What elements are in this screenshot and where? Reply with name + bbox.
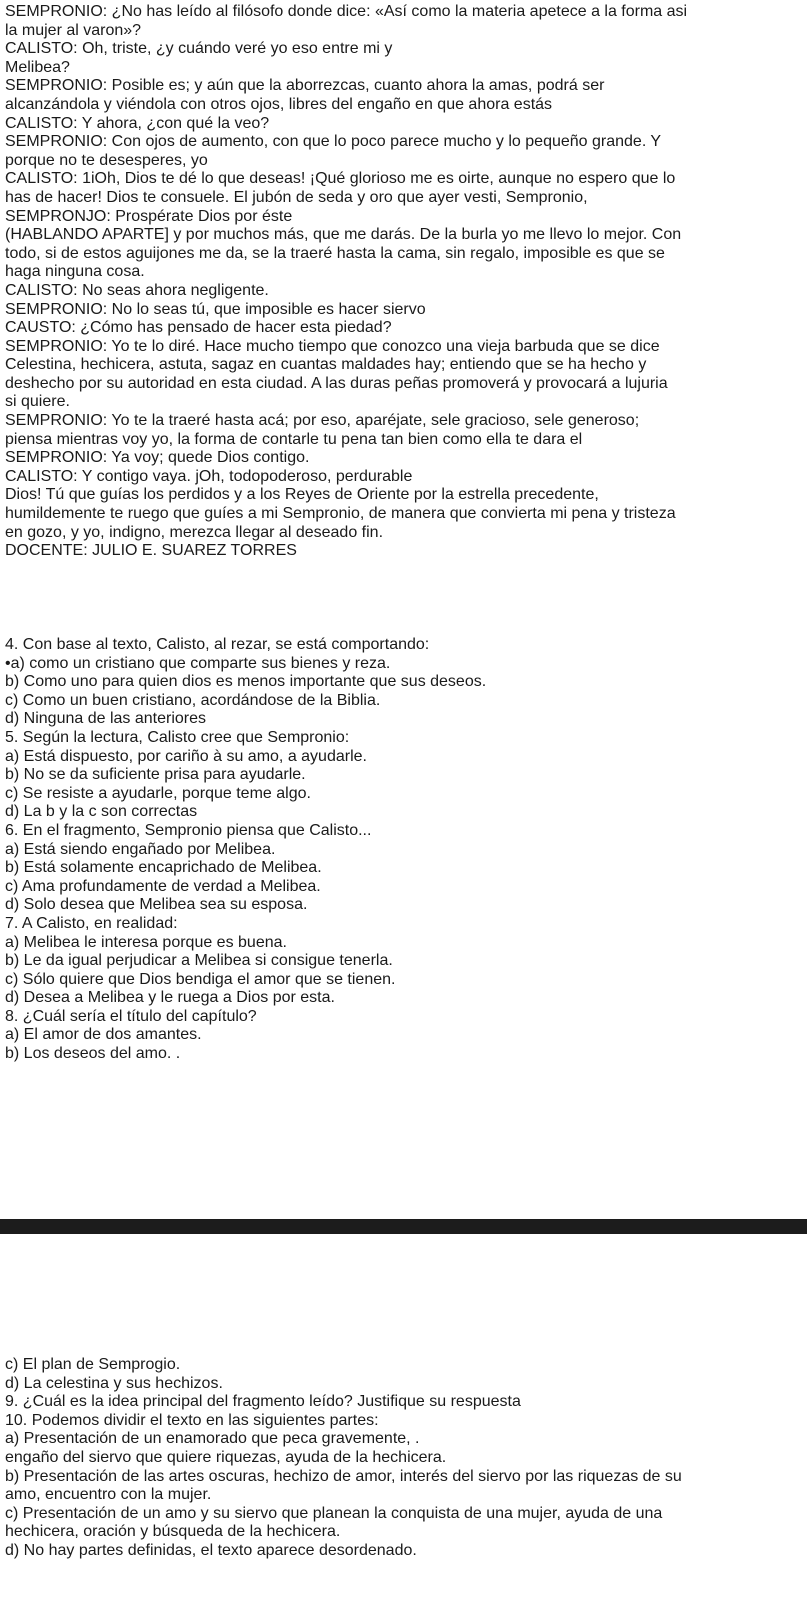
question-line: 5. Según la lectura, Calisto cree que Sempronio: — [5, 728, 350, 746]
passage-line: piensa mientras voy yo, la forma de contarle tu pena tan bien como ella te dara el — [5, 430, 583, 448]
passage-line: SEMPRONIO: Ya voy; quede Dios contigo. — [5, 449, 310, 467]
passage-line: SEMPRONIO: No lo seas tú, que imposible es hacer siervo — [5, 300, 426, 318]
passage-line: todo, si de estos aguijones me da, se la traeré hasta la cama, sin regalo, imposible es que se — [5, 244, 665, 262]
question-line: 9. ¿Cuál es la idea principal del fragmento leído? Justifique su respuesta — [5, 1393, 521, 1411]
passage-line: SEMPRONIO: Yo te lo diré. Hace mucho tiempo que conozco una vieja barbuda que se dice — [5, 337, 660, 355]
question-line: a) Presentación de un enamorado que peca gravemente, . — [5, 1430, 420, 1448]
question-line: 8. ¿Cuál sería el título del capítulo? — [5, 1007, 257, 1025]
question-line: d) Desea a Melibea y le ruega a Dios por esta. — [5, 989, 335, 1007]
passage-line: la mujer al varon»? — [5, 21, 142, 39]
passage-line: Celestina, hechicera, astuta, sagaz en cuantas maldades hay; entiendo que se ha hecho y — [5, 356, 647, 374]
question-line: c) Ama profundamente de verdad a Melibea. — [5, 877, 321, 895]
question-line: c) Se resiste a ayudarle, porque teme algo. — [5, 784, 311, 802]
question-line: c) Sólo quiere que Dios bendiga el amor que se tienen. — [5, 970, 396, 988]
question-line: 6. En el fragmento, Sempronio piensa que Calisto... — [5, 821, 372, 839]
passage-line: deshecho por su autoridad en esta ciudad. A las duras peñas promoverá y provocará a lujuria — [5, 374, 668, 392]
question-line: d) La b y la c son correctas — [5, 803, 198, 821]
passage-line: has de hacer! Dios te consuele. El jubón de seda y oro que ayer vesti, Sempronio, — [5, 188, 588, 206]
question-line: hechicera, oración y búsqueda de la hechicera. — [5, 1523, 341, 1541]
passage-line: en gozo, y yo, indigno, merezca llegar al deseado fin. — [5, 523, 384, 541]
question-line: d) La celestina y sus hechizos. — [5, 1374, 223, 1392]
question-line: a) Melibea le interesa porque es buena. — [5, 933, 287, 951]
dialogue-passage — [5, 3, 802, 561]
question-line: a) El amor de dos amantes. — [5, 1026, 202, 1044]
passage-line: CAUSTO: ¿Cómo has pensado de hacer esta piedad? — [5, 319, 392, 337]
questions-list — [5, 636, 802, 1064]
question-line: a) Está siendo engañado por Melibea. — [5, 840, 276, 858]
question-line: 7. A Calisto, en realidad: — [5, 914, 178, 932]
passage-line: humildemente te ruego que guíes a mi Sempronio, de manera que convierta mi pena y tristeza — [5, 505, 676, 523]
question-line: 10. Podemos dividir el texto en las siguientes partes: — [5, 1411, 379, 1429]
question-line: a) Está dispuesto, por cariño à su amo, a ayudarle. — [5, 747, 367, 765]
question-line: b) No se da suficiente prisa para ayudarle. — [5, 766, 306, 784]
question-line: b) Le da igual perjudicar a Melibea si consigue tenerla. — [5, 952, 393, 970]
passage-line: SEMPRONIO: ¿No has leído al filósofo donde dice: «Así como la materia apetece a la forma asi — [5, 3, 688, 20]
question-line: b) Está solamente encaprichado de Melibea. — [5, 859, 322, 877]
passage-line: CALISTO: No seas ahora negligente. — [5, 281, 269, 299]
passage-line: SEMPRONIO: Con ojos de aumento, con que lo poco parece mucho y lo pequeño grande. Y — [5, 133, 662, 151]
question-line: amo, encuentro con la mujer. — [5, 1486, 212, 1504]
passage-line: CALISTO: Y contigo vaya. jOh, todopoderoso, perdurable — [5, 467, 413, 485]
question-line: 4. Con base al texto, Calisto, al rezar, se está comportando: — [5, 636, 430, 653]
passage-line: alcanzándola y viéndola con otros ojos, libres del engaño en que ahora estás — [5, 95, 553, 113]
passage-line: si quiere. — [5, 393, 70, 411]
question-line: c) Como un buen cristiano, acordándose de la Biblia. — [5, 691, 381, 709]
passage-line: CALISTO: 1iOh, Dios te dé lo que deseas! ¡Qué glorioso me es oirte, aunque no espero que lo — [5, 170, 676, 188]
passage-line: SEMPRONIO: Yo te la traeré hasta acá; por eso, aparéjate, sele gracioso, sele generoso; — [5, 412, 640, 430]
question-line: c) Presentación de un amo y su siervo que planean la conquista de una mujer, ayuda de una — [5, 1504, 663, 1522]
question-line: b) Los deseos del amo. . — [5, 1045, 181, 1063]
passage-line: porque no te desesperes, yo — [5, 151, 208, 169]
passage-line: (HABLANDO APARTE] y por muchos más, que me darás. De la burla yo me llevo lo mejor. Con — [5, 226, 682, 244]
question-line: engaño del siervo que quiere riquezas, ayuda de la hechicera. — [5, 1448, 447, 1466]
passage-line: SEMPRONIO: Posible es; y aún que la aborrezcas, cuanto ahora la amas, podrá ser — [5, 77, 605, 95]
passage-line: CALISTO: Y ahora, ¿con qué la veo? — [5, 114, 270, 132]
question-line: b) Como uno para quien dios es menos importante que sus deseos. — [5, 673, 487, 691]
question-line: d) No hay partes definidas, el texto aparece desordenado. — [5, 1541, 417, 1559]
question-line: b) Presentación de las artes oscuras, hechizo de amor, interés del siervo por las riquezas de su — [5, 1467, 682, 1485]
passage-line: CALISTO: Oh, triste, ¿y cuándo veré yo eso entre mi y — [5, 40, 393, 58]
passage-line: DOCENTE: JULIO E. SUAREZ TORRES — [5, 542, 297, 560]
question-line: c) El plan de Semprogio. — [5, 1356, 181, 1373]
question-line: •a) como un cristiano que comparte sus bienes y reza. — [5, 654, 391, 672]
question-line: d) Ninguna de las anteriores — [5, 710, 207, 728]
passage-line: Dios! Tú que guías los perdidos y a los Reyes de Oriente por la estrella precedente, — [5, 486, 599, 504]
questions-continued — [5, 1356, 802, 1561]
page-divider-bar — [0, 1219, 807, 1234]
passage-line: SEMPRONJO: Prospérate Dios por éste — [5, 207, 293, 225]
question-line: d) Solo desea que Melibea sea su esposa. — [5, 896, 308, 914]
passage-line: Melibea? — [5, 58, 70, 76]
passage-line: haga ninguna cosa. — [5, 263, 145, 281]
